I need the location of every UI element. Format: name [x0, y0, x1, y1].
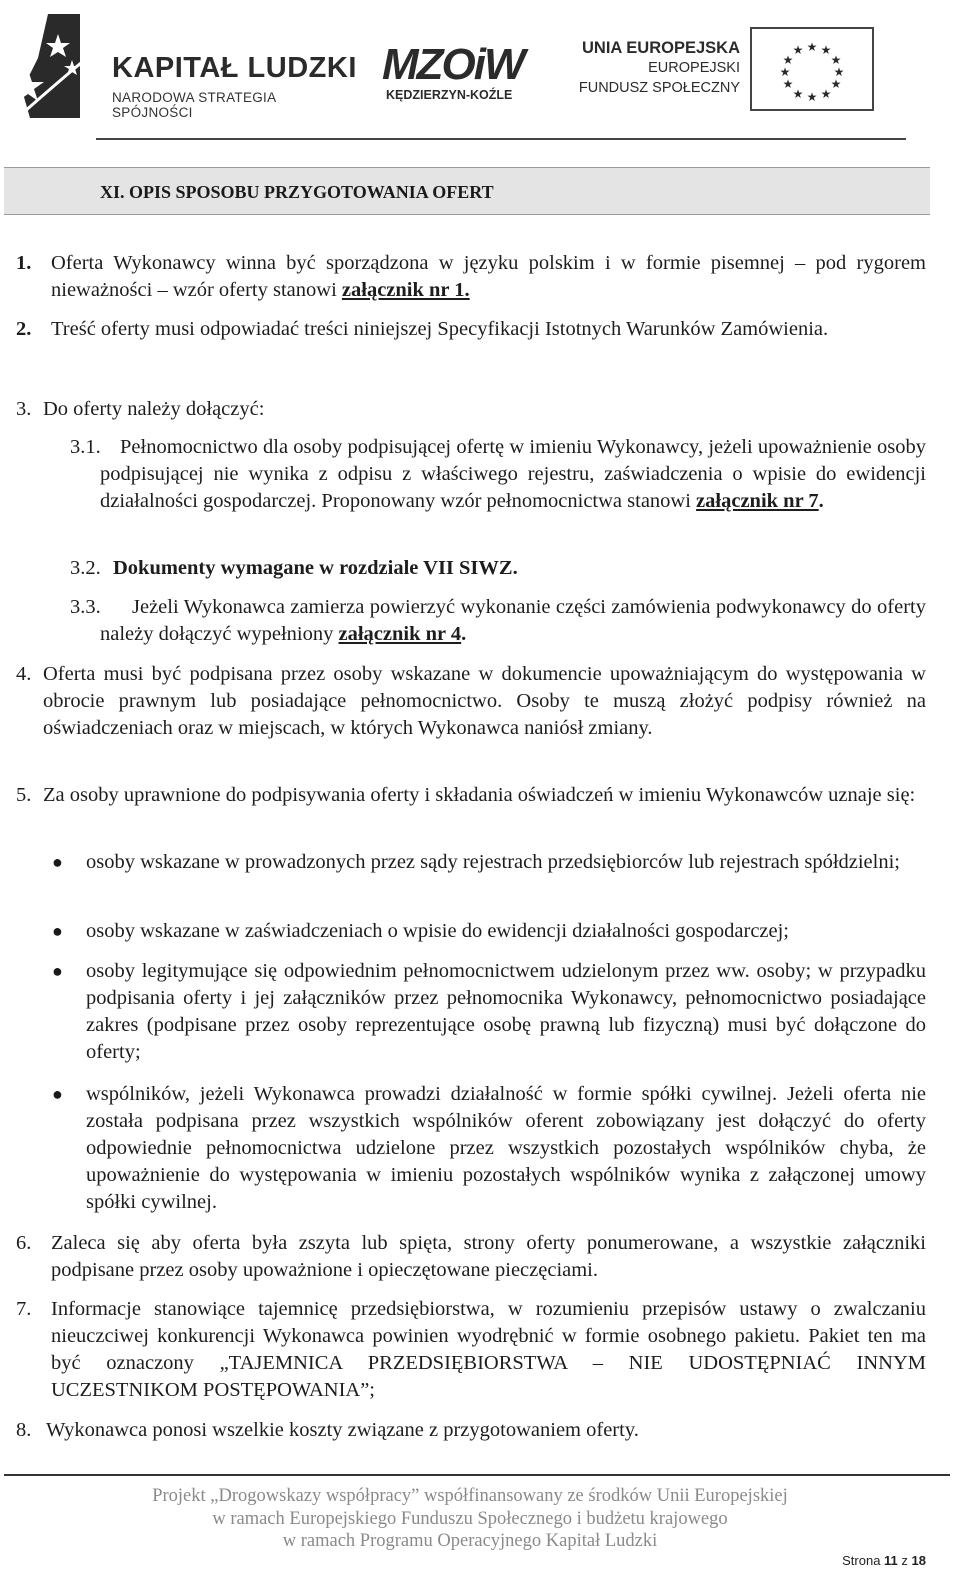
svg-text:★: ★ [806, 90, 818, 104]
item-4-number: 4. [16, 663, 32, 685]
item-8-number: 8. [16, 1419, 32, 1441]
mz-subtitle: KĘDZIERZYN-KOŹLE [386, 88, 513, 102]
item-3-1-number: 3.1. [70, 436, 101, 458]
page-current: 11 [884, 1553, 898, 1568]
svg-text:★: ★ [779, 65, 791, 79]
section-title: XI. OPIS SPOSOBU PRZYGOTOWANIA OFERT [100, 182, 494, 202]
eu-stars-icon [752, 29, 872, 109]
page-prefix: Strona [842, 1553, 885, 1568]
bullet-2-text: osoby wskazane w zaświadczeniach o wpisie do ewidencji działalności gospodarczej; [86, 920, 790, 942]
item-1-number: 1. [16, 252, 32, 274]
footer-line-3: w ramach Programu Operacyjnego Kapitał Ludzki [282, 1531, 658, 1551]
page-header [0, 0, 960, 140]
svg-text:★: ★ [820, 87, 832, 101]
bullet-dot-icon: ● [52, 852, 63, 872]
item-1-attachment-ref: załącznik nr 1. [341, 279, 470, 301]
item-6-text: Zaleca się aby oferta była zszyta lub spięta, strony oferty ponumerowane, a wszystkie załączniki podpisane przez osoby upoważnione i opieczętowane pieczęciami. [51, 1232, 926, 1281]
item-3-3-number: 3.3. [70, 596, 101, 618]
item-3-1-attachment-ref: załącznik nr 7 [696, 490, 819, 512]
bullet-3-text: osoby legitymujące się odpowiednim pełnomocnictwem udzielonym przez ww. osoby; w przypadku podpisania oferty i jej załączników przez pełnomocnika Wykonawcy, pełnomocnictwo posiadające zakres (podpisane przez osoby reprezentujące osobę prawną lub fizyczną) musi być dołączone do oferty; [86, 960, 926, 1063]
item-3-number: 3. [16, 398, 32, 420]
section-heading-bar [4, 167, 930, 215]
item-3-1-text [100, 434, 926, 515]
svg-text:★: ★ [806, 40, 818, 54]
item-3-3-tail: . [461, 623, 467, 645]
svg-text:★: ★ [830, 77, 842, 91]
item-8-text: Wykonawca ponosi wszelkie koszty związane z przygotowaniem oferty. [46, 1419, 639, 1441]
svg-text:★: ★ [792, 43, 804, 57]
svg-text:★: ★ [782, 77, 794, 91]
footer-line-2: w ramach Europejskiego Funduszu Społecznego i budżetu krajowego [212, 1508, 728, 1529]
svg-text:★: ★ [782, 53, 794, 67]
item-3-3-text [100, 594, 926, 648]
item-7-number: 7. [16, 1298, 32, 1320]
bullet-dot-icon: ● [52, 1084, 63, 1104]
header-divider [96, 138, 906, 140]
item-4-text: Oferta musi być podpisana przez osoby wskazane w dokumencie upoważniającym do występowania w obrocie prawnym lub posiadające pełnomocnictwo. Osoby te muszą złożyć podpisy również na oświadczeniach oraz w miejscach, w których Wykonawca naniósł zmiany. [43, 663, 926, 739]
kl-title: KAPITAŁ LUDZKI [112, 52, 357, 84]
item-3-1-body: Pełnomocnictwo dla osoby podpisującej ofertę w imieniu Wykonawcy, jeżeli upoważnienie osoby podpisującej nie wynika z odpisu z właściwego rejestru, zaświadczenia o wpisie do ewidencji działalności gospodarczej. Proponowany wzór pełnomocnictwa stanowi [100, 436, 926, 512]
bullet-1-text: osoby wskazane w prowadzonych przez sądy rejestrach przedsiębiorców lub rejestrach spółdzielni; [86, 851, 900, 873]
item-2-text: Treść oferty musi odpowiadać treści niniejszej Specyfikacji Istotnych Warunków Zamówienia. [51, 318, 829, 340]
bullet-dot-icon: ● [52, 921, 63, 941]
svg-text:★: ★ [820, 43, 832, 57]
bullet-4-text: wspólników, jeżeli Wykonawca prowadzi działalność w formie spółki cywilnej. Jeżeli oferta nie została podpisana przez wszystkich wspólników oferent zobowiązany jest dołączyć do oferty odpowiednie pełnomocnictwa udzielone przez wszystkich pozostałych wspólników chyba, że upoważnienie do występowania w imieniu pozostałych wspólników wynika z załączonej umowy spółki cywilnej. [86, 1083, 926, 1213]
mzoiw-logo [382, 40, 542, 110]
item-7-text: Informacje stanowiące tajemnicę przedsiębiorstwa, w rozumieniu przepisów ustawy o zwalczaniu nieuczciwej konkurencji Wykonawca powinien wyodrębnić w formie osobnego pakietu. Pakiet ten ma być oznaczony „TAJEMNICA PRZEDSIĘBIORSTWA – NIE UDOSTĘPNIAĆ INNYM UCZESTNIKOM POSTĘPOWANIA”; [51, 1298, 926, 1401]
item-6-number: 6. [16, 1232, 32, 1254]
item-1-body: Oferta Wykonawcy winna być sporządzona w języku polskim i w formie pisemnej – pod rygorem nieważności – wzór oferty stanowi [51, 252, 926, 301]
item-1-text [51, 250, 926, 304]
item-3-3-body: Jeżeli Wykonawca zamierza powierzyć wykonanie części zamówienia podwykonawcy do oferty należy dołączyć wypełniony [100, 596, 926, 645]
item-5-text: Za osoby uprawnione do podpisywania oferty i składania oświadczeń w imieniu Wykonawców uznaje się: [43, 784, 916, 806]
page-total: 18 [911, 1553, 926, 1568]
mz-title: MZOiW [382, 40, 524, 89]
bullet-dot-icon: ● [52, 961, 63, 981]
svg-text:★: ★ [833, 65, 845, 79]
item-3-1-tail: . [818, 490, 824, 512]
ue-line1: UNIA EUROPEJSKA [582, 39, 740, 57]
footer-line-1: Projekt „Drogowskazy współpracy” współfinansowany ze środków Unii Europejskiej [152, 1486, 788, 1506]
item-2-number: 2. [16, 318, 32, 340]
kl-subtitle: NARODOWA STRATEGIA SPÓJNOŚCI [112, 90, 276, 120]
item-3-2-number: 3.2. [70, 557, 101, 579]
ue-line3: FUNDUSZ SPOŁECZNY [578, 80, 740, 96]
svg-text:★: ★ [792, 87, 804, 101]
item-5-number: 5. [16, 784, 32, 806]
page-number [842, 1553, 926, 1568]
item-3-2-text: Dokumenty wymagane w rozdziale VII SIWZ. [113, 557, 518, 579]
item-3-3-attachment-ref: załącznik nr 4 [338, 623, 462, 645]
page-sep: z [897, 1553, 912, 1568]
kapital-ludzki-logo [18, 12, 358, 122]
ue-line2: EUROPEJSKI [648, 60, 740, 76]
svg-text:★: ★ [830, 53, 842, 67]
item-3-text: Do oferty należy dołączyć: [43, 398, 265, 420]
footer-project-info [0, 1485, 940, 1553]
ue-efs-logo-text [570, 38, 740, 102]
eu-flag [750, 27, 874, 111]
footer-divider [4, 1474, 950, 1476]
star-swoosh-icon [18, 12, 98, 120]
